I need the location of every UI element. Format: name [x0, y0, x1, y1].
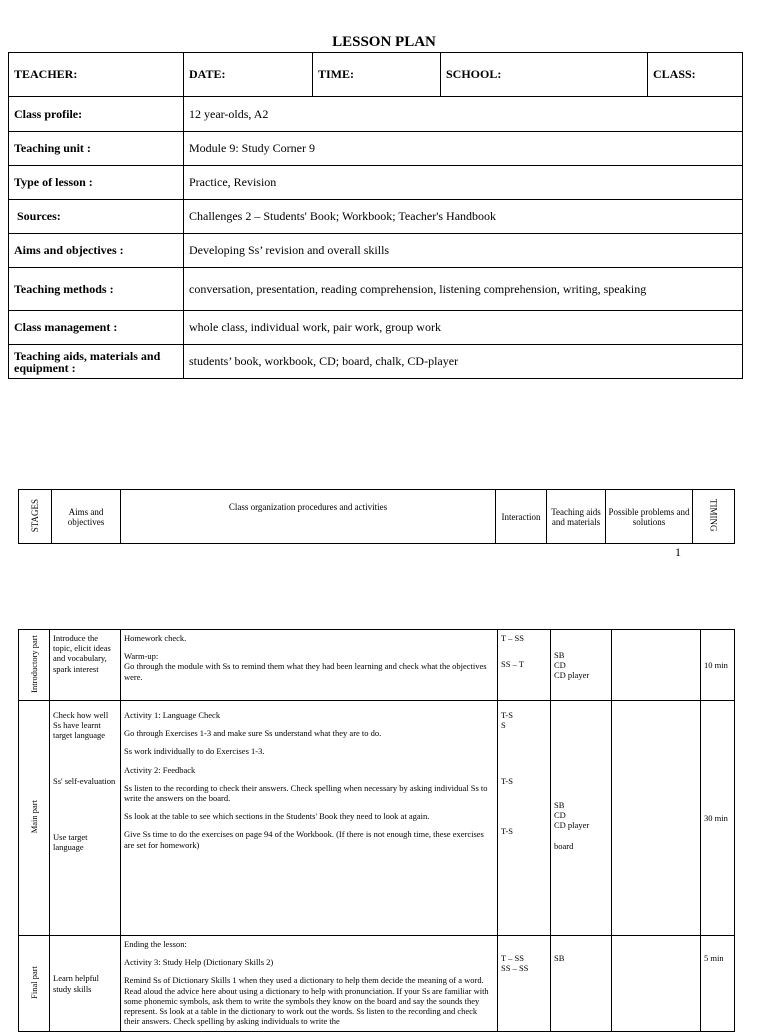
info-label: Teaching aids, materials and equipment :	[9, 345, 184, 379]
info-value: Module 9: Study Corner 9	[184, 132, 743, 166]
info-row	[9, 311, 743, 345]
info-row	[9, 268, 743, 311]
info-row	[9, 200, 743, 234]
info-row	[9, 97, 743, 132]
page-title: LESSON PLAN	[332, 34, 436, 50]
stage-main: Main part	[19, 701, 50, 936]
col-interaction: Interaction	[496, 490, 547, 544]
info-label: Class management :	[9, 311, 184, 345]
table-row	[19, 701, 735, 936]
info-row	[9, 345, 743, 379]
date-cell: DATE:	[184, 53, 313, 97]
info-value: conversation, presentation, reading comprehension, listening comprehension, writing, speaking	[184, 268, 743, 311]
info-label: Teaching unit :	[9, 132, 184, 166]
col-aims: Aims and objectives	[52, 490, 121, 544]
aids-final: SB	[551, 936, 612, 1032]
problems-intro	[612, 630, 701, 701]
aims-final: Learn helpful study skills	[50, 936, 121, 1032]
timing-intro: 10 min	[701, 630, 735, 701]
info-label: Class profile:	[9, 97, 184, 132]
problems-main	[612, 701, 701, 936]
info-value: Developing Ss’ revision and overall skills	[184, 234, 743, 268]
interaction-intro: T – SS SS – T	[498, 630, 551, 701]
info-value: 12 year-olds, A2	[184, 97, 743, 132]
col-stages: STAGES	[19, 490, 52, 544]
interaction-final: T – SS SS – SS	[498, 936, 551, 1032]
aids-main: SB CD CD player board	[551, 701, 612, 936]
stages-header-table	[18, 489, 735, 544]
info-value: Practice, Revision	[184, 166, 743, 200]
info-row	[9, 132, 743, 166]
info-row	[9, 166, 743, 200]
col-problems: Possible problems and solutions	[606, 490, 693, 544]
procedures-final: Ending the lesson: Activity 3: Study Help (Dictionary Skills 2) Remind Ss of Dictionary Skills 1 when they used a dictionary to help them decide the meaning of a word. Read aloud the advice here about using a dictionary to help with pronunciation. If your Ss are familiar with some phonemic symbols, ask them to write the symbols they know on the board and say the sounds they represent. Ss look at a table in the dictionary to work out the words. Ss listen to the recording and check their answers. Check spelling by asking individuals to write the	[121, 936, 498, 1032]
time-cell: TIME:	[313, 53, 441, 97]
procedures-main: Activity 1: Language Check Go through Exercises 1-3 and make sure Ss understand what they are to do. Ss work individually to do Exercises 1-3. Activity 2: Feedback Ss listen to the recording to check their answers. Check spelling when necessary by asking individual Ss to write the answers on the board. Ss look at the table to see which sections in the Students' Book they need to look at again. Give Ss time to do the exercises on page 94 of the Workbook. (If there is not enough time, these exercises are set for homework)	[121, 701, 498, 936]
problems-final	[612, 936, 701, 1032]
timing-final: 5 min	[701, 936, 735, 1032]
info-label: Aims and objectives :	[9, 234, 184, 268]
teacher-cell: TEACHER:	[9, 53, 184, 97]
col-procedures: Class organization procedures and activities	[121, 490, 496, 544]
school-cell: SCHOOL:	[441, 53, 648, 97]
col-aids: Teaching aids and materials	[547, 490, 606, 544]
timing-main: 30 min	[701, 701, 735, 936]
stage-final: Final part	[19, 936, 50, 1032]
aids-intro: SB CD CD player	[551, 630, 612, 701]
info-label: Teaching methods :	[9, 268, 184, 311]
info-value: students’ book, workbook, CD; board, chalk, CD-player	[184, 345, 743, 379]
info-value: Challenges 2 – Students' Book; Workbook; Teacher's Handbook	[184, 200, 743, 234]
col-timing: TIMING	[693, 490, 735, 544]
table-row	[19, 630, 735, 701]
class-cell: CLASS:	[648, 53, 743, 97]
info-value: whole class, individual work, pair work, group work	[184, 311, 743, 345]
info-label: Type of lesson :	[9, 166, 184, 200]
info-row	[9, 234, 743, 268]
stage-intro: Introductory part	[19, 630, 50, 701]
header-row	[9, 53, 743, 97]
procedures-intro: Homework check. Warm-up: Go through the module with Ss to remind them what they had been learning and check what the objectives were.	[121, 630, 498, 701]
aims-main: Check how well Ss have learnt target language Ss' self-evaluation Use target language	[50, 701, 121, 936]
aims-intro: Introduce the topic, elicit ideas and vocabulary, spark interest	[50, 630, 121, 701]
lesson-info-table	[8, 52, 743, 379]
info-label: Sources:	[9, 200, 184, 234]
table-row	[19, 936, 735, 1032]
interaction-main: T-S S T-S T-S	[498, 701, 551, 936]
page-number: 1	[675, 545, 681, 559]
lesson-stages-table	[18, 629, 735, 1032]
column-header-row	[19, 490, 735, 544]
